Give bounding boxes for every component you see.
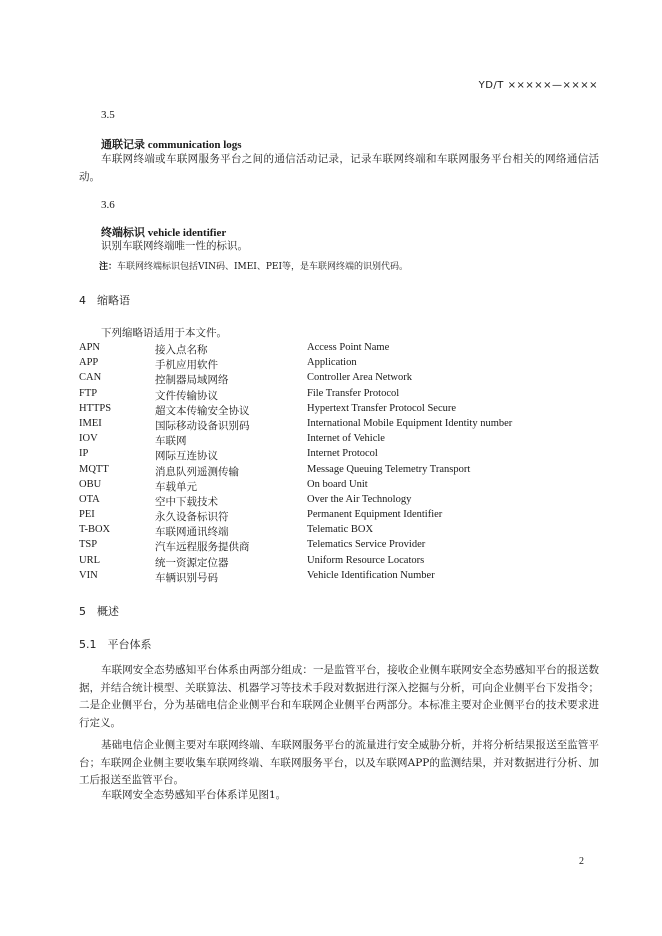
clause-3-5-term: 通联记录 communication logs [101, 139, 242, 151]
abbr-code: APN [79, 342, 101, 353]
abbr-code: HTTPS [79, 402, 112, 414]
abbr-code: OTA [79, 493, 100, 505]
clause-3-5-definition: 车联网终端或车联网服务平台之间的通信活动记录，记录车联网终端和车联网服务平台相关的网络通信活动。 [79, 153, 599, 183]
abbr-code: URL [79, 554, 100, 566]
abbr-chinese: 超文本传输安全协议 [155, 404, 250, 417]
page-number: 2 [579, 856, 584, 867]
abbr-english: Message Queuing Telemetry Transport [307, 463, 471, 475]
abbr-chinese: 空中下载技术 [155, 495, 218, 508]
section-5-1-paragraph-1: 车联网安全态势感知平台体系由两部分组成：一是监管平台，接收企业侧车联网安全态势感知平台的报送数据，并结合统计模型、关联算法、机器学习等技术手段对数据进行深入挖掘与分析，可向企业侧平台下发指令；二是企业侧平台，分为基础电信企业侧平台和车联网企业侧平台两部分。本标准主要对企业侧平台的技术要求进行定义。 [79, 664, 599, 729]
abbr-english: Uniform Resource Locators [307, 554, 425, 566]
abbr-chinese: 消息队列遥测传输 [155, 465, 239, 478]
abbr-code: IMEI [79, 417, 102, 429]
standard-code-header: YD/T ×××××—×××× [478, 80, 598, 91]
abbr-chinese: 车辆识别号码 [155, 571, 218, 584]
abbr-chinese: 车联网通讯终端 [155, 526, 229, 539]
abbr-chinese: 国际移动设备识别码 [155, 419, 250, 432]
abbr-chinese: 车联网 [155, 435, 187, 448]
clause-3-6-definition: 识别车联网终端唯一性的标识。 [101, 240, 248, 252]
abbr-chinese: 手机应用软件 [155, 359, 218, 372]
clause-3-5-number: 3.5 [101, 109, 115, 121]
abbr-code: CAN [79, 372, 102, 384]
abbr-code: FTP [79, 387, 98, 399]
section-4-heading: 4 缩略语 [79, 294, 130, 307]
abbr-chinese: 永久设备标识符 [155, 511, 229, 524]
abbr-english: Telematic BOX [307, 524, 374, 536]
abbr-chinese: 汽车远程服务提供商 [155, 541, 250, 554]
abbr-code: T-BOX [79, 524, 111, 536]
abbr-english: File Transfer Protocol [307, 387, 400, 399]
abbr-code: IOV [79, 433, 98, 445]
abbr-english: Internet of Vehicle [307, 433, 385, 445]
abbr-code: OBU [79, 478, 102, 490]
abbr-english: Over the Air Technology [307, 493, 412, 505]
abbr-code: PEI [79, 509, 95, 521]
abbr-chinese: 统一资源定位器 [155, 556, 229, 569]
section-5-1-paragraph-2: 基础电信企业侧主要对车联网终端、车联网服务平台的流量进行安全威胁分析，并将分析结果报送至监管平台；车联网企业侧主要收集车联网终端、车联网服务平台，以及车联网APP的监测结果，并对数据进行分析、加工后报送至监管平台。 [79, 739, 599, 786]
abbr-english: Internet Protocol [307, 448, 378, 460]
abbr-english: Permanent Equipment Identifier [307, 509, 443, 521]
clause-3-6-note [99, 259, 408, 272]
note-text: 车联网终端标识包括VIN码、IMEI、PEI等，是车联网终端的识别代码。 [117, 262, 409, 272]
abbr-code: IP [79, 448, 89, 460]
abbr-chinese: 车载单元 [155, 480, 197, 493]
abbr-code: VIN [79, 569, 98, 581]
abbr-english: Vehicle Identification Number [307, 569, 435, 581]
abbr-chinese: 文件传输协议 [155, 389, 218, 402]
abbr-chinese: 接入点名称 [155, 344, 208, 356]
abbr-chinese: 网际互连协议 [155, 450, 218, 463]
abbr-english: Hypertext Transfer Protocol Secure [307, 402, 457, 414]
section-5-1-paragraph-3: 车联网安全态势感知平台体系详见图1。 [101, 789, 287, 801]
abbr-english: Telematics Service Provider [307, 539, 426, 551]
abbr-english: Access Point Name [307, 342, 390, 353]
note-label: 注： [99, 262, 118, 272]
section-5-1-heading: 5.1 平台体系 [79, 638, 152, 651]
abbreviation-intro: 下列缩略语适用于本文件。 [101, 327, 227, 339]
abbr-code: TSP [79, 539, 98, 551]
abbr-english: On board Unit [307, 478, 368, 490]
abbr-code: MQTT [79, 463, 109, 475]
clause-3-6-term: 终端标识 vehicle identifier [101, 227, 227, 239]
clause-3-6-number: 3.6 [101, 199, 115, 211]
abbr-english: Controller Area Network [307, 372, 412, 384]
abbr-english: Application [307, 357, 357, 369]
abbr-chinese: 控制器局域网络 [155, 374, 229, 387]
section-5-heading: 5 概述 [79, 605, 119, 618]
abbr-english: International Mobile Equipment Identity number [307, 417, 513, 429]
abbr-code: APP [79, 357, 99, 369]
